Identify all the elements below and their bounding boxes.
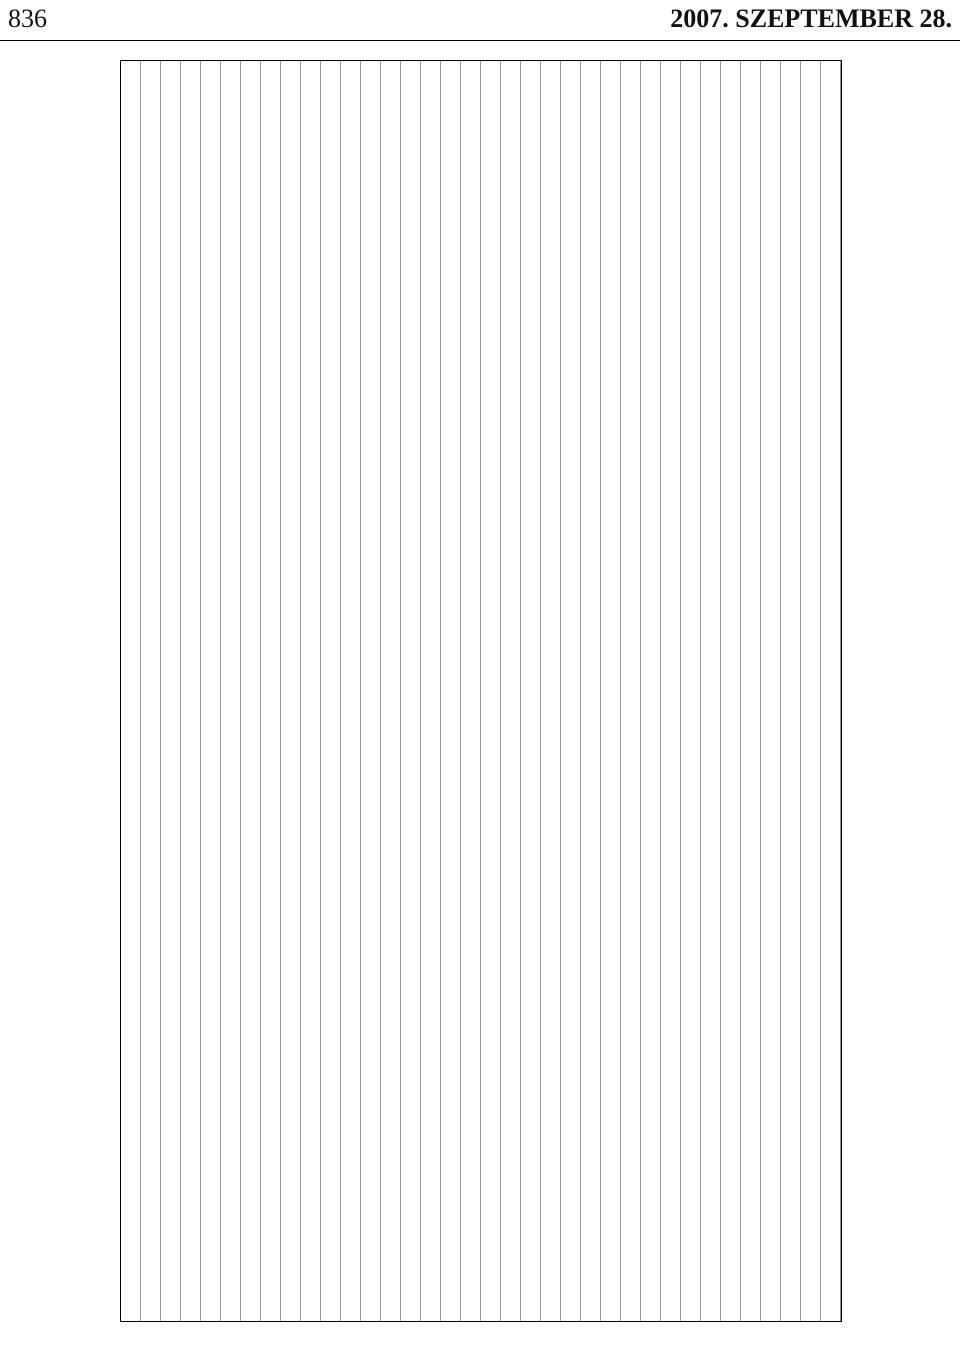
page-header xyxy=(0,0,960,41)
rotated-budget-table xyxy=(120,60,842,1322)
issue-date: 2007. SZEPTEMBER 28. xyxy=(670,4,952,33)
page-number: 836 xyxy=(8,4,47,33)
